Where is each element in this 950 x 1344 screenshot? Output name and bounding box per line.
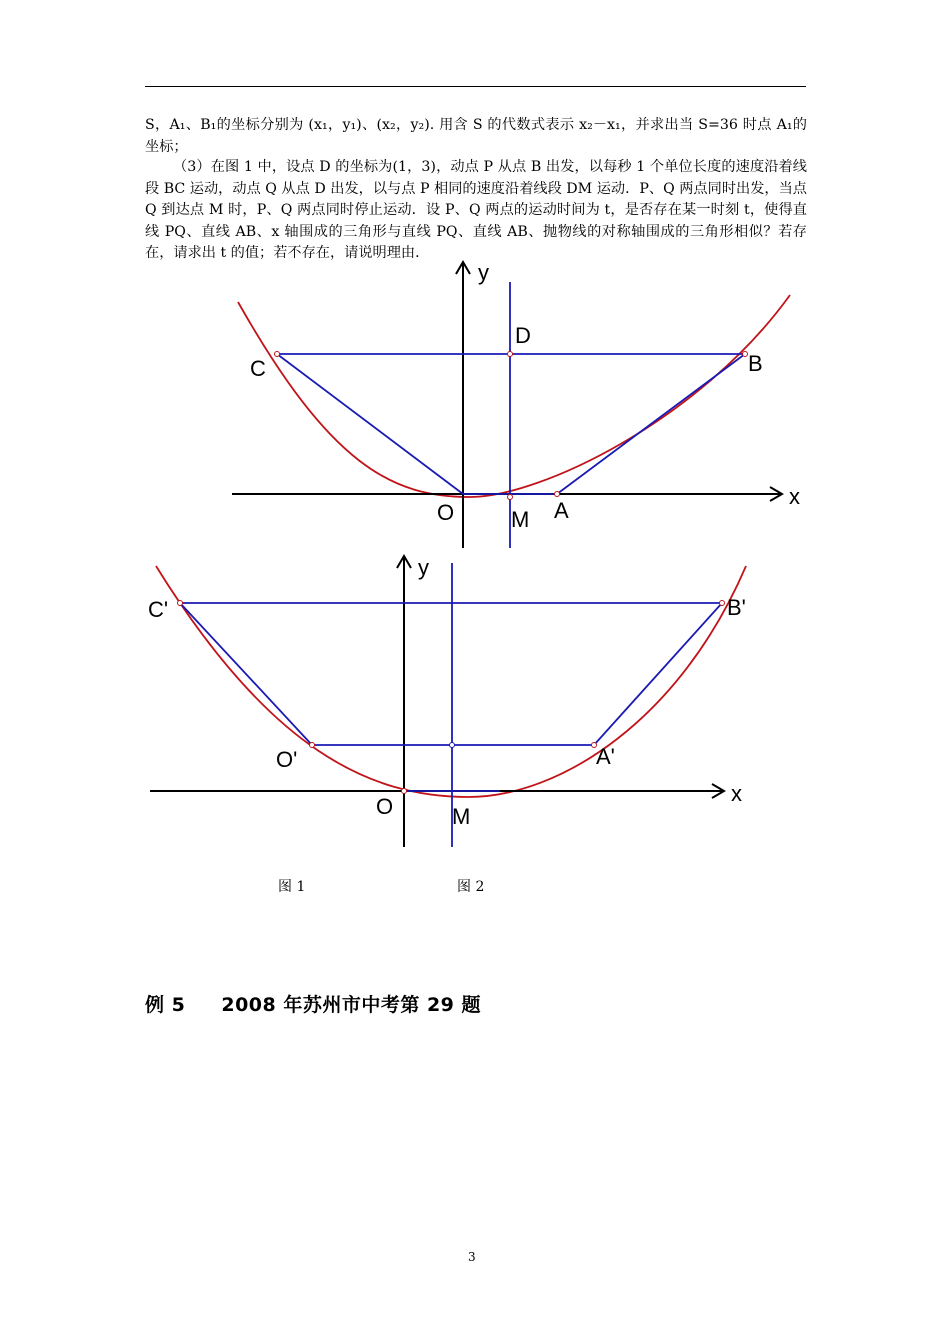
fig1-label-c: C: [250, 356, 266, 381]
fig2-point-mid: [450, 743, 455, 748]
figure-1-caption: 图 1: [278, 879, 306, 895]
fig2-label-x: x: [731, 781, 742, 806]
figure-1: [232, 260, 800, 548]
fig2-segment-ba2: [594, 603, 722, 745]
figure-2: [148, 555, 746, 847]
fig2-segment-co2: [180, 603, 312, 745]
fig1-point-d: [508, 352, 513, 357]
example-title: 2008 年苏州市中考第 29 题: [221, 994, 482, 1016]
fig1-parabola: [238, 295, 790, 497]
fig2-label-o: O: [376, 794, 394, 819]
fig1-label-x: x: [789, 484, 800, 509]
fig2-point-c: [178, 601, 183, 606]
fig2-label-o2: O': [276, 747, 298, 772]
fig1-label-b: B: [748, 351, 763, 376]
fig1-label-a: A: [554, 498, 569, 523]
page-number: 3: [468, 1250, 476, 1264]
fig1-segment-ba: [557, 354, 745, 494]
fig2-label-y: y: [418, 555, 429, 580]
fig2-label-a2: A': [596, 744, 615, 769]
fig2-label-b: B': [727, 595, 746, 620]
fig1-label-m: M: [511, 507, 530, 532]
fig1-point-a: [555, 492, 560, 497]
example-label: 例 5: [145, 994, 186, 1016]
fig2-label-m: M: [452, 804, 471, 829]
fig2-point-o: [402, 789, 407, 794]
fig1-point-m: [508, 495, 513, 500]
example-heading: [145, 990, 481, 1017]
fig1-label-y: y: [478, 260, 489, 285]
problem-text-part3: （3）在图 1 中，设点 D 的坐标为(1，3)，动点 P 从点 B 出发，以每秒 1 个单位长度的速度沿着线段 BC 运动，动点 Q 从点 D 出发，以与点 P 相同的速度沿着线段 DM 运动．P、Q 两点同时出发，当点 Q 到达点 M 时，P、Q 两点同时停止运动．设 P、Q 两点的运动时间为 t，是否存在某一时刻 t，使得直线 PQ、直线 AB、x 轴围成的三角形与直线 PQ、直线 AB、抛物线的对称轴围成的三角形相似？若存在，请求出 t 的值；若不存在，请说明理由．: [145, 159, 807, 261]
fig1-point-c: [275, 352, 280, 357]
fig2-label-c: C': [148, 597, 169, 622]
fig1-label-d: D: [515, 323, 531, 348]
fig2-point-o2: [310, 743, 315, 748]
fig1-label-o: O: [437, 500, 455, 525]
fig1-segment-co: [277, 354, 463, 494]
fig2-point-b: [720, 601, 725, 606]
problem-text-part2: S，A₁、B₁的坐标分别为 (x₁，y₁)、(x₂，y₂). 用含 S 的代数式表示 x₂－x₁，并求出当 S=36 时点 A₁的坐标；: [145, 117, 807, 155]
fig1-point-b: [743, 352, 748, 357]
figure-2-caption: 图 2: [457, 879, 485, 895]
fig2-parabola: [156, 566, 746, 797]
